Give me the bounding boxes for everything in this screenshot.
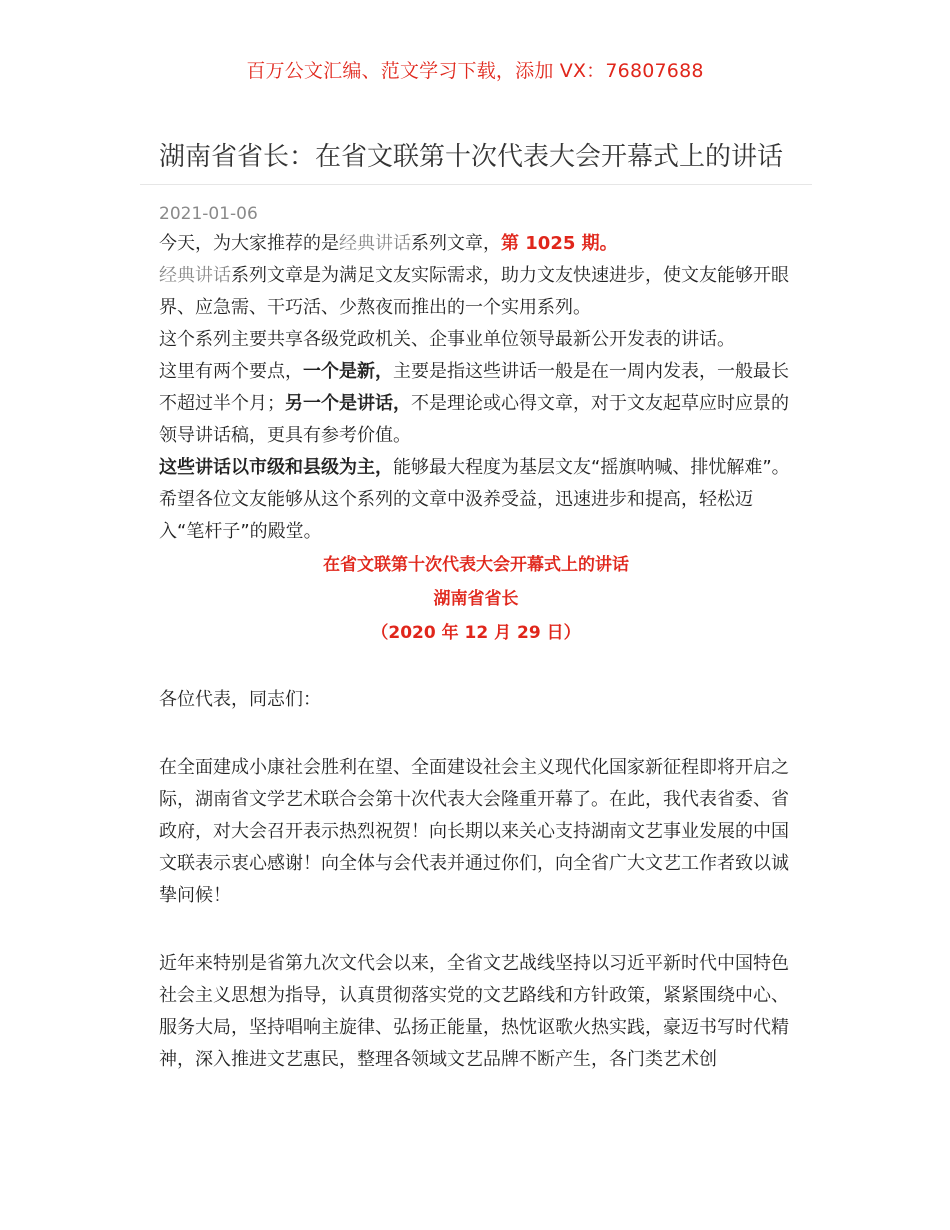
issue-number: 第 1025 期。: [501, 233, 618, 254]
intro-paragraph-3: 这个系列主要共享各级党政机关、企事业单位领导最新公开发表的讲话。: [159, 329, 735, 350]
intro-text: 今天，为大家推荐的是: [159, 233, 339, 254]
speech-date: （2020 年 12 月 29 日）: [371, 623, 581, 643]
title-divider: [140, 184, 812, 185]
intro-paragraph-5: [159, 452, 793, 548]
publish-date: 2021-01-06: [159, 204, 258, 224]
intro-text: 系列文章，: [411, 233, 501, 254]
speech-heading: 在省文联第十次代表大会开幕式上的讲话: [323, 555, 629, 575]
key-point-3: 这些讲话以市级和县级为主，: [159, 457, 393, 478]
key-point-2: 另一个是讲话，: [285, 393, 411, 414]
intro-text: 能够最大程度为基层文友“摇旗呐喊、排忧解难”。希望各位文友能够从这个系列的文章中汲养受益，迅速进步和提高，轻松迈入“笔杆子”的殿堂。: [159, 457, 790, 542]
series-name: 经典讲话: [159, 265, 231, 286]
speech-paragraph-1: 在全面建成小康社会胜利在望、全面建设社会主义现代化国家新征程即将开启之际，湖南省文学艺术联合会第十次代表大会隆重开幕了。在此，我代表省委、省政府，对大会召开表示热烈祝贺！向长期以来关心支持湖南文艺事业发展的中国文联表示衷心感谢！向全体与会代表并通过你们，向全省广大文艺工作者致以诚挚问候！: [159, 757, 789, 906]
promo-banner: 百万公文汇编、范文学习下载，添加 VX：76807688: [246, 60, 704, 82]
intro-paragraph-4: [159, 356, 793, 452]
speech-greeting: 各位代表，同志们：: [159, 689, 321, 710]
article-title: 湖南省省长：在省文联第十次代表大会开幕式上的讲话: [159, 142, 784, 172]
spacer: [159, 716, 793, 752]
series-name: 经典讲话: [339, 233, 411, 254]
intro-paragraph-1: [159, 228, 793, 260]
intro-text: 系列文章是为满足文友实际需求，助力文友快速进步，使文友能够开眼界、应急需、干巧活、少熬夜而推出的一个实用系列。: [159, 265, 789, 318]
intro-text: 这里有两个要点，: [159, 361, 303, 382]
intro-paragraph-2: [159, 260, 793, 324]
speech-paragraph-2: 近年来特别是省第九次文代会以来，全省文艺战线坚持以习近平新时代中国特色社会主义思想为指导，认真贯彻落实党的文艺路线和方针政策，紧紧围绕中心、服务大局，坚持唱响主旋律、弘扬正能量，热忱讴歌火热实践，豪迈书写时代精神，深入推进文艺惠民，整理各领域文艺品牌不断产生，各门类艺术创: [159, 953, 789, 1070]
key-point-1: 一个是新，: [303, 361, 393, 382]
intro-text: 主要是指这些讲话一般是在一周内发表，一般最长不超过半个月；: [159, 361, 789, 414]
intro-text: 不是理论或心得文章，对于文友起草应时应景的领导讲话稿，更具有参考价值。: [159, 393, 789, 446]
speech-speaker: 湖南省省长: [433, 589, 519, 609]
spacer: [159, 650, 793, 684]
spacer: [159, 912, 793, 948]
article-body: [159, 228, 793, 1076]
